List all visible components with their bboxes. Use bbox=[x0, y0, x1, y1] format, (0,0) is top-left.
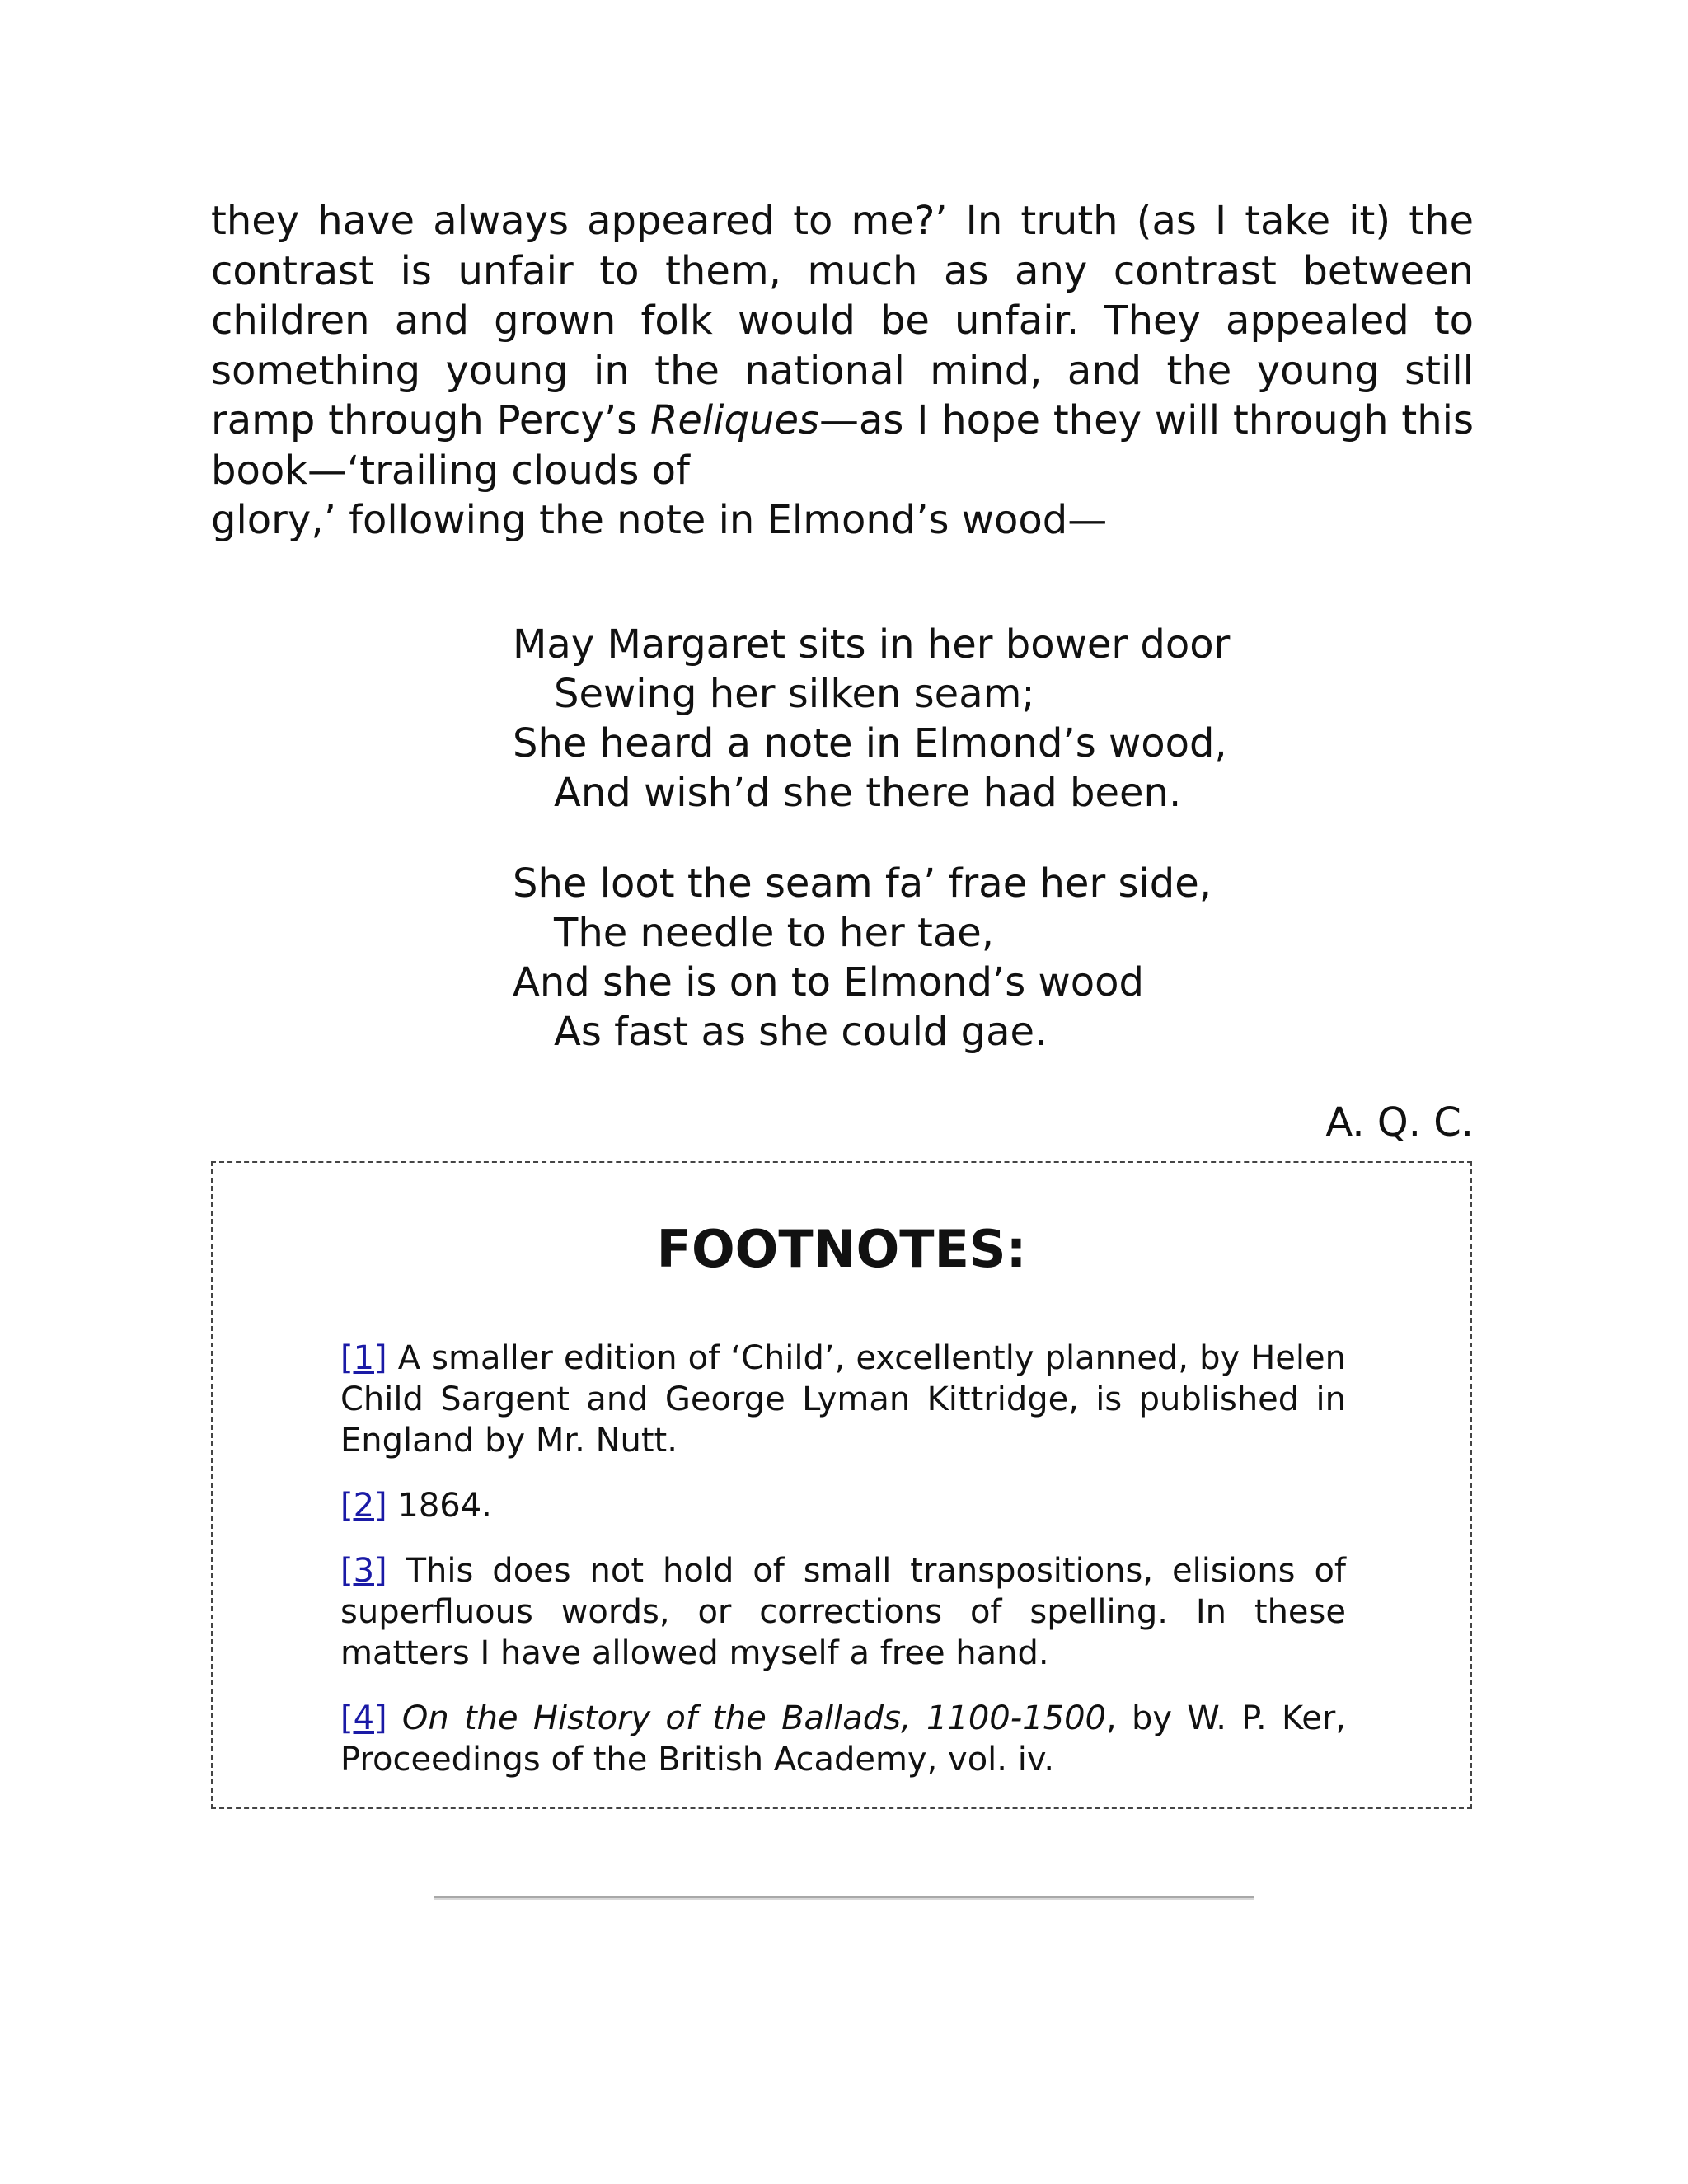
poem-line: The needle to her tae, bbox=[554, 909, 995, 956]
paragraph-last-line: glory,’ following the note in Elmond’s wood— bbox=[211, 497, 1108, 543]
footnote-text: A smaller edition of ‘Child’, excellently planned, by Helen Child Sargent and George Lyman Kittridge, is published in England by Mr. Nutt. bbox=[340, 1339, 1346, 1460]
footnote-2 bbox=[340, 1485, 1346, 1526]
stanza-2 bbox=[513, 859, 1474, 1057]
poem-line: She loot the seam fa’ frae her side, bbox=[513, 860, 1212, 907]
footnote-link-2[interactable]: [2] bbox=[340, 1487, 387, 1525]
paragraph-text-cont: —as I hope they will through this book—‘trailing clouds of bbox=[211, 397, 1474, 494]
stanza-1 bbox=[513, 620, 1474, 818]
poem-line: She heard a note in Elmond’s wood, bbox=[513, 719, 1227, 766]
poem-line: As fast as she could gae. bbox=[554, 1008, 1048, 1055]
footnote-text: 1864. bbox=[387, 1487, 492, 1525]
footnote-4 bbox=[340, 1698, 1346, 1780]
footnotes-heading: FOOTNOTES: bbox=[656, 1219, 1027, 1279]
main-content bbox=[211, 196, 1474, 1147]
footnote-link-4[interactable]: [4] bbox=[340, 1699, 387, 1737]
poem-line: Sewing her silken seam; bbox=[554, 670, 1035, 717]
footnote-3 bbox=[340, 1550, 1346, 1674]
poem-line: And wish’d she there had been. bbox=[554, 769, 1182, 816]
signature: A. Q. C. bbox=[1325, 1099, 1474, 1146]
poem bbox=[513, 620, 1474, 1057]
footnotes-box bbox=[211, 1161, 1472, 1809]
poem-line: May Margaret sits in her bower door bbox=[513, 621, 1231, 668]
footnote-1 bbox=[340, 1338, 1346, 1461]
footnote-link-1[interactable]: [1] bbox=[340, 1339, 387, 1377]
body-paragraph bbox=[211, 196, 1474, 546]
footnote-text: This does not hold of small transpositions, elisions of superfluous words, or corrections of spelling. In these matters I have allowed myself a free hand. bbox=[340, 1552, 1346, 1672]
paragraph-text: they have always appeared to me?’ In truth (as I take it) the contrast is unfair to them, much as any contrast between children and grown folk would be unfair. They appealed to something young in the national mind, and the young still ramp through Percy’s bbox=[211, 198, 1474, 443]
horizontal-rule bbox=[434, 1896, 1254, 1900]
footnote-book-title: On the History of the Ballads, 1100-1500 bbox=[401, 1699, 1106, 1737]
poem-line: And she is on to Elmond’s wood bbox=[513, 958, 1144, 1005]
footnote-list bbox=[340, 1338, 1346, 1804]
footnote-link-3[interactable]: [3] bbox=[340, 1552, 387, 1590]
footnote-text: , by W. P. Ker, Proceedings of the British Academy, vol. iv. bbox=[340, 1699, 1347, 1779]
reliques-title: Reliques bbox=[650, 397, 819, 443]
